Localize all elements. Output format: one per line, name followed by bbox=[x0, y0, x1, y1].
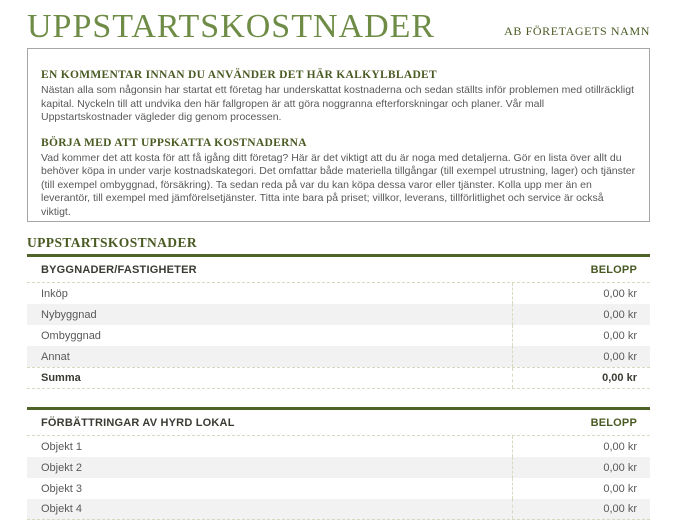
amount-cell[interactable]: 0,00 kr bbox=[603, 482, 637, 495]
total-amount-cell: 0,00 kr bbox=[602, 372, 637, 384]
page-title: UPPSTARTSKOSTNADER bbox=[27, 8, 436, 45]
table-row bbox=[27, 283, 650, 304]
row-label: Objekt 2 bbox=[27, 457, 513, 478]
amount-cell[interactable]: 0,00 kr bbox=[603, 329, 637, 342]
category-header: BYGGNADER/FASTIGHETER bbox=[41, 263, 197, 276]
table-row bbox=[27, 325, 650, 346]
section-title: UPPSTARTSKOSTNADER bbox=[27, 235, 198, 250]
table-row bbox=[27, 457, 650, 478]
table-row bbox=[27, 436, 650, 457]
amount-cell[interactable]: 0,00 kr bbox=[603, 461, 637, 474]
total-label: Summa bbox=[27, 368, 513, 388]
intro-heading-comment: EN KOMMENTAR INNAN DU ANVÄNDER DET HÄR KALKYLBLADET bbox=[41, 69, 438, 81]
total-row bbox=[27, 367, 650, 389]
amount-cell[interactable]: 0,00 kr bbox=[603, 287, 637, 300]
row-label: Annat bbox=[27, 346, 513, 367]
table-header-row bbox=[27, 257, 650, 283]
row-label: Objekt 3 bbox=[27, 478, 513, 499]
intro-body-estimate: Vad kommer det att kosta för att få igång ditt företag? Här är det viktigt att du är noga med detaljerna. Gör en lista över allt du behöver köpa in under varje kostnadskategori. Det omfattar både materiella tillgångar (till exempel utrustning, lager) och tjänster (till exempel ombyggnad, försäkring). Ta sedan reda på var du kan köpa dessa varor eller tjänster. Kolla upp mer än en leverantör, till exempel med jämförelsetjänster. Titta inte bara på priset; villkor, leverans, tillförlitlighet och service är också viktigt. bbox=[41, 151, 636, 218]
amount-header: BELOPP bbox=[590, 416, 637, 429]
category-header: FÖRBÄTTRINGAR AV HYRD LOKAL bbox=[41, 416, 235, 429]
masthead bbox=[27, 0, 650, 46]
amount-cell[interactable]: 0,00 kr bbox=[603, 350, 637, 363]
amount-header: BELOPP bbox=[590, 263, 637, 276]
intro-box bbox=[27, 48, 650, 222]
row-label: Nybyggnad bbox=[27, 304, 513, 325]
table-row bbox=[27, 499, 650, 520]
intro-heading-estimate: BÖRJA MED ATT UPPSKATTA KOSTNADERNA bbox=[41, 136, 307, 149]
row-label: Inköp bbox=[27, 283, 513, 304]
table-row bbox=[27, 304, 650, 325]
intro-section-estimate bbox=[41, 137, 636, 220]
company-name: AB FÖRETAGETS NAMN bbox=[504, 24, 650, 38]
table-header-row bbox=[27, 410, 650, 436]
intro-section-comment bbox=[41, 69, 636, 125]
cost-table-leased-improvements bbox=[27, 407, 650, 520]
row-label: Objekt 1 bbox=[27, 436, 513, 457]
row-label: Objekt 4 bbox=[27, 499, 513, 519]
intro-body-comment: Nästan alla som någonsin har startat ett företag har underskattat kostnaderna och sedan ställts inför problemen med otillräckligt kapital. Nyckeln till att undvika den här fallgropen är att göra noggranna efterforskningar och planer. Vår mall Uppstartskostnader vägleder dig genom processen. bbox=[41, 84, 634, 123]
row-label: Ombyggnad bbox=[27, 325, 513, 346]
table-row bbox=[27, 346, 650, 367]
table-row bbox=[27, 478, 650, 499]
cost-table-buildings bbox=[27, 254, 650, 389]
amount-cell[interactable]: 0,00 kr bbox=[603, 308, 637, 321]
amount-cell[interactable]: 0,00 kr bbox=[603, 440, 637, 453]
amount-cell[interactable]: 0,00 kr bbox=[603, 503, 637, 515]
